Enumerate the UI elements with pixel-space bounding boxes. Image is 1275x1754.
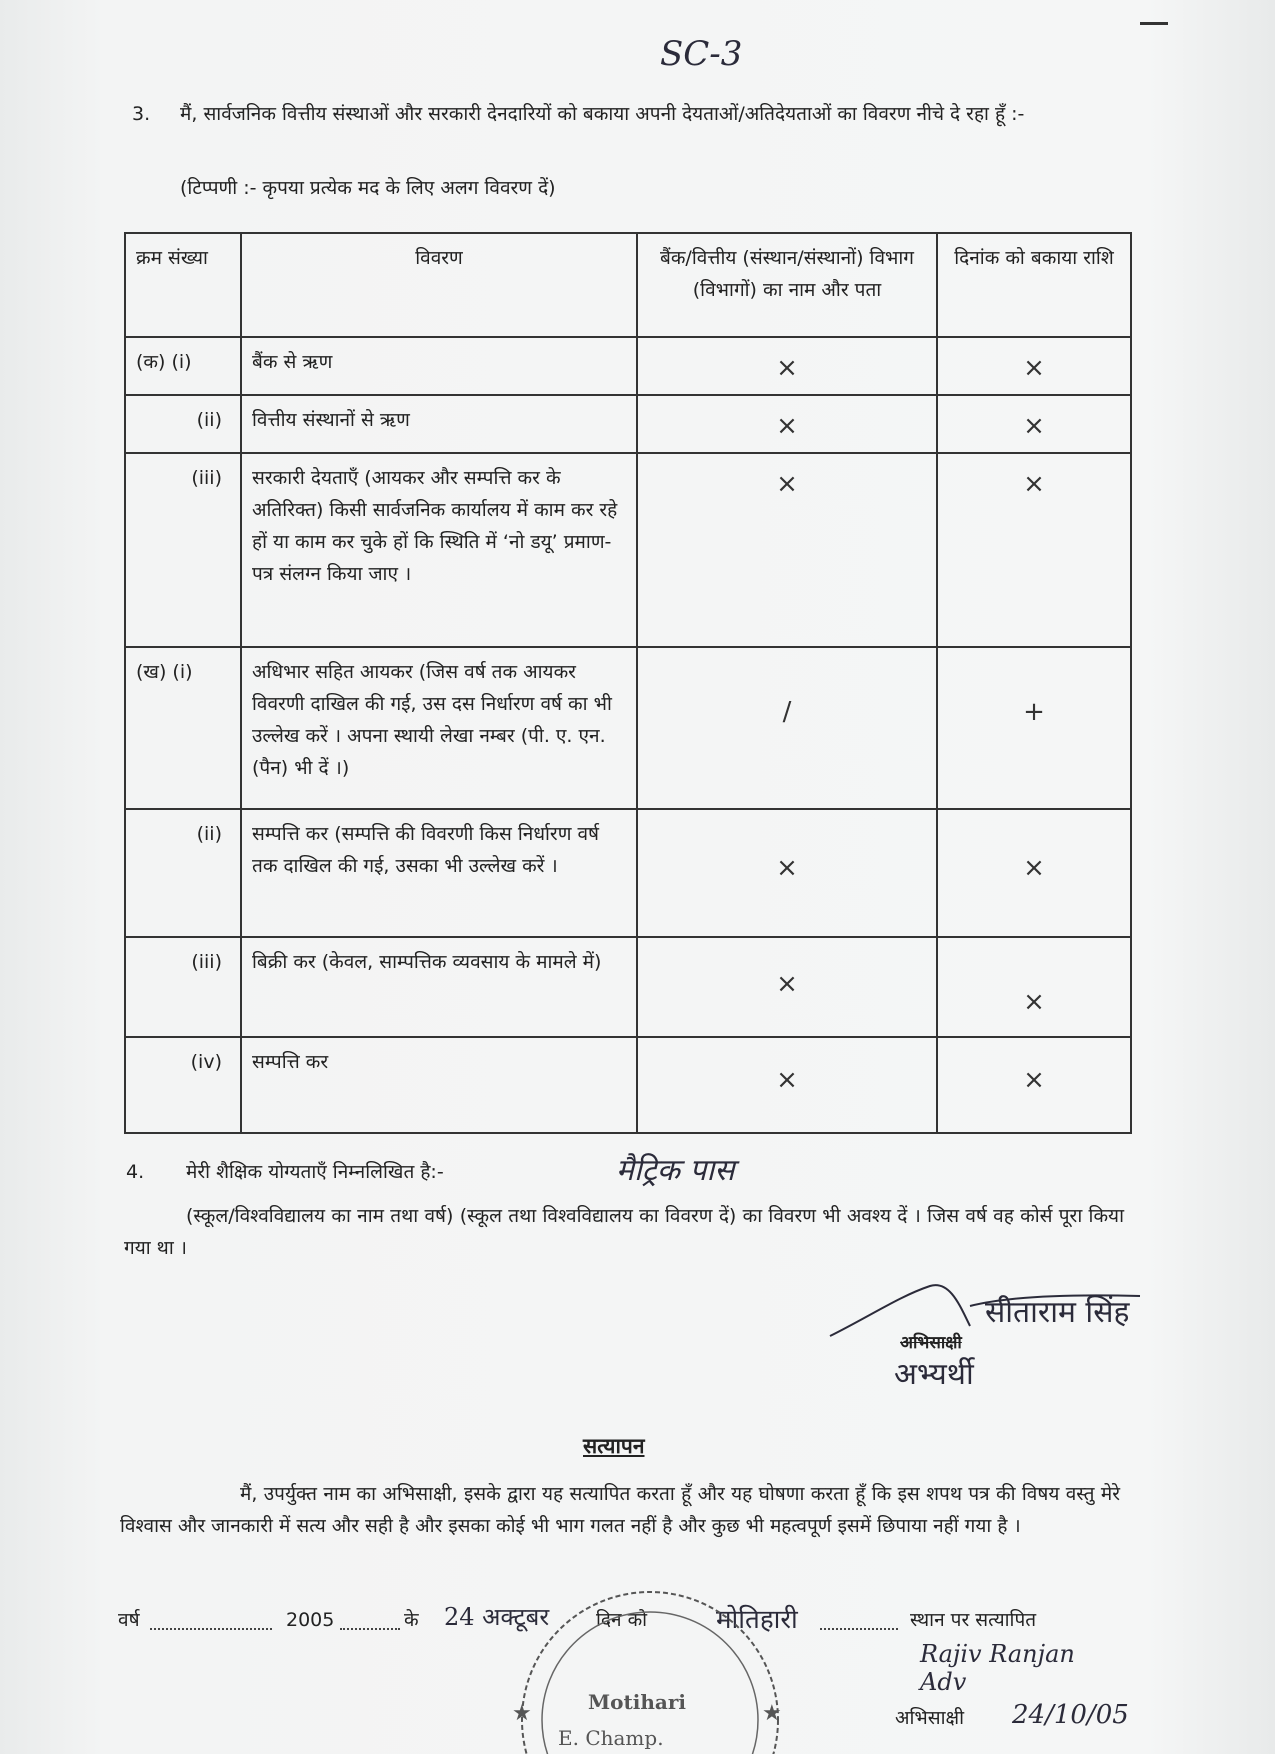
row-details: बिक्री कर (केवल, साम्पत्तिक व्यवसाय के मामले में) — [241, 937, 637, 1037]
row-sno: (ख) (i) — [125, 647, 241, 809]
qualification-handwritten: मैट्रिक पास — [616, 1153, 735, 1188]
year-label: वर्ष — [118, 1609, 140, 1631]
row-details: सम्पत्ति कर — [241, 1037, 637, 1133]
section4-label: मेरी शैक्षिक योग्यताएँ निम्नलिखित है:- — [186, 1161, 444, 1183]
page-mark: SC-3 — [660, 34, 743, 74]
section3-text: मैं, सार्वजनिक वित्तीय संस्थाओं और सरकारी देनदारियों को बकाया अपनी देयताओं/अतिदेयताओं का विवरण नीचे दे रहा हूँ :- — [180, 103, 1025, 125]
date-handwritten: 24 अक्टूबर — [444, 1603, 550, 1631]
stamp-line1: Motihari — [588, 1690, 686, 1714]
year-value: 2005 — [286, 1609, 335, 1631]
cross-mark: × — [776, 411, 798, 441]
row-details: सम्पत्ति कर (सम्पत्ति की विवरणी किस निर्धारण वर्ष तक दाखिल की गई, उसका भी उल्लेख करें । — [241, 809, 637, 937]
place-dotted-line — [820, 1610, 898, 1630]
table-row — [125, 937, 1131, 1037]
svg-text:★: ★ — [512, 1701, 532, 1726]
cross-mark: × — [776, 853, 798, 883]
header-sno: क्रम संख्या — [125, 233, 241, 337]
year-dotted-line — [150, 1610, 272, 1630]
row-details: अधिभार सहित आयकर (जिस वर्ष तक आयकर विवरणी दाखिल की गई, उस दस निर्धारण वर्ष का भी उल्लेख करें । अपना स्थायी लेखा नम्बर (पी. ए. एन. (पैन) भी दें ।) — [241, 647, 637, 809]
verification-text: मैं, उपर्युक्त नाम का अभिसाक्षी, इसके द्वारा यह सत्यापित करता हूँ और यह घोषणा करता हूँ कि इस शपथ पत्र की विषय वस्तु मेरे विश्वास और जानकारी में सत्य और सही है और इसका कोई भी भाग गलत नहीं है और कुछ भी महत्वपूर्ण इसमें छिपाया नहीं गया है । — [120, 1483, 1120, 1537]
plus-mark: + — [1023, 697, 1045, 727]
row-sno: (iii) — [125, 937, 241, 1037]
section3-number: 3. — [132, 103, 151, 125]
cross-mark: × — [776, 353, 798, 383]
advocate-date: 24/10/05 — [1012, 1700, 1129, 1730]
table-header-row — [125, 233, 1131, 337]
row-details: वित्तीय संस्थानों से ऋण — [241, 395, 637, 453]
day-label: दिन को — [596, 1609, 648, 1631]
section4-note: (स्कूल/विश्वविद्यालय का नाम तथा वर्ष) (स्कूल तथा विश्वविद्यालय का विवरण दें) का विवरण भी अवश्य दें । जिस वर्ष वह कोर्स पूरा किया गया था । — [124, 1205, 1124, 1259]
header-details: विवरण — [241, 233, 637, 337]
table-row — [125, 395, 1131, 453]
cross-mark: × — [1023, 353, 1045, 383]
cross-mark: × — [1023, 411, 1045, 441]
cross-mark: × — [776, 469, 798, 499]
table-row — [125, 337, 1131, 395]
liabilities-table — [124, 232, 1132, 1134]
struck-label: अभिसाक्षी — [900, 1333, 962, 1353]
row-sno: (iv) — [125, 1037, 241, 1133]
table-row — [125, 1037, 1131, 1133]
candidate-label: अभ्यर्थी — [894, 1357, 974, 1392]
row-details: बैंक से ऋण — [241, 337, 637, 395]
section4-number: 4. — [126, 1161, 145, 1183]
verification-title: सत्यापन — [583, 1434, 645, 1458]
place-handwritten: मोतिहारी — [716, 1605, 798, 1635]
deponent-label: अभिसाक्षी — [895, 1707, 965, 1729]
row-sno: (iii) — [125, 453, 241, 647]
row-details: सरकारी देयताएँ (आयकर और सम्पत्ति कर के अतिरिक्त) किसी सार्वजनिक कार्यालय में काम कर रहे हों या काम कर चुके हों कि स्थिति में ‘नो डयू’ प्रमाण-पत्र संलग्न किया जाए । — [241, 453, 637, 647]
cross-mark: × — [1023, 853, 1045, 883]
table-row — [125, 809, 1131, 937]
slash-mark: / — [782, 697, 792, 727]
section3-note: (टिप्पणी :- कृपया प्रत्येक मद के लिए अलग विवरण दें) — [180, 177, 556, 199]
table-row — [125, 453, 1131, 647]
advocate-sign: Rajiv Ranjan Adv — [920, 1640, 1075, 1696]
cross-mark: × — [1023, 987, 1045, 1017]
cross-mark: × — [776, 1065, 798, 1095]
ke-label: के — [404, 1609, 419, 1631]
header-amount: दिनांक को बकाया राशि — [937, 233, 1131, 337]
row-sno: (ii) — [125, 395, 241, 453]
date-dotted-line — [340, 1610, 400, 1630]
cross-mark: × — [1023, 1065, 1045, 1095]
corner-dash — [1140, 22, 1168, 25]
header-bank: बैंक/वित्तीय (संस्थान/संस्थानों) विभाग (विभागों) का नाम और पता — [637, 233, 937, 337]
row-sno: (ii) — [125, 809, 241, 937]
cross-mark: × — [1023, 469, 1045, 499]
cross-mark: × — [776, 969, 798, 999]
stamp-line2: E. Champ. — [558, 1726, 664, 1750]
svg-text:★: ★ — [762, 1701, 782, 1726]
row-sno: (क) (i) — [125, 337, 241, 395]
signature-name: सीताराम सिंह — [985, 1295, 1130, 1330]
table-row — [125, 647, 1131, 809]
place-label: स्थान पर सत्यापित — [910, 1609, 1037, 1631]
